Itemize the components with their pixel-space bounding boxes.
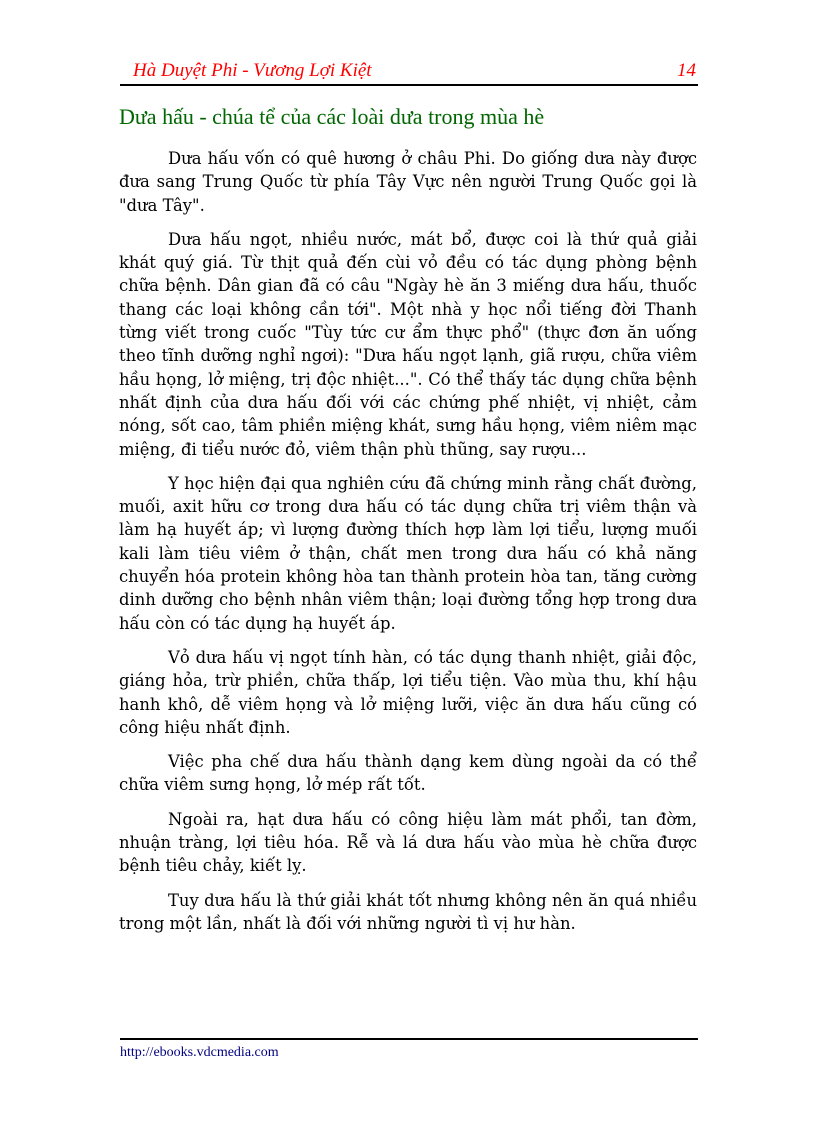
article-title: Dưa hấu - chúa tể của các loài dưa trong mùa hè <box>119 104 545 129</box>
footer-link[interactable]: http://ebooks.vdcmedia.com <box>120 1045 279 1060</box>
paragraph: Y học hiện đại qua nghiên cứu đã chứng minh rằng chất đường, muối, axit hữu cơ trong dưa hấu có tác dụng chữa trị viêm thận và làm hạ huyết áp; vì lượng đường thích hợp làm lợi tiểu, lượng muối kali làm tiêu viêm ở thận, chất men trong dưa hấu có khả năng chuyển hóa protein không hòa tan thành protein hòa tan, tăng cường dinh dưỡng cho bệnh nhân viêm thận; loại đường tổng hợp trong dưa hấu còn có tác dụng hạ huyết áp. <box>119 473 697 633</box>
paragraph: Dưa hấu vốn có quê hương ở châu Phi. Do giống dưa này được đưa sang Trung Quốc từ phía Tây Vực nên người Trung Quốc gọi là "dưa Tây". <box>119 149 697 215</box>
paragraph: Ngoài ra, hạt dưa hấu có công hiệu làm mát phổi, tan đờm, nhuận tràng, lợi tiêu hóa. Rễ và lá dưa hấu vào mùa hè chữa được bệnh tiêu chảy, kiết lỵ. <box>119 809 697 876</box>
paragraph: Tuy dưa hấu là thứ giải khát tốt nhưng không nên ăn quá nhiều trong một lần, nhất là đối với những người tì vị hư hàn. <box>119 890 697 933</box>
article-body <box>119 147 697 946</box>
paragraph: Vỏ dưa hấu vị ngọt tính hàn, có tác dụng thanh nhiệt, giải độc, giáng hỏa, trừ phiền, chữa thấp, lợi tiểu tiện. Vào mùa thu, khí hậu hanh khô, dễ viêm họng và lở miệng lưỡi, việc ăn dưa hấu cũng có công hiệu nhất định. <box>119 647 697 737</box>
footer-divider <box>120 1038 698 1040</box>
header-author: Hà Duyệt Phi - Vương Lợi Kiệt <box>133 60 372 81</box>
page-number: 14 <box>677 60 696 81</box>
page-header <box>120 58 698 86</box>
paragraph: Dưa hấu ngọt, nhiều nước, mát bổ, được coi là thứ quả giải khát quý giá. Từ thịt quả đến cùi vỏ đều có tác dụng phòng bệnh chữa bệnh. Dân gian đã có câu "Ngày hè ăn 3 miếng dưa hấu, thuốc thang các loại không cần tới". Một nhà y học nổi tiếng đời Thanh từng viết trong cuốc "Tùy tức cư ẩm thực phổ" (thực đơn ăn uống theo tĩnh dưỡng nghỉ ngơi): "Dưa hấu ngọt lạnh, giã rượu, chữa viêm hầu họng, lở miệng, trị độc nhiệt...". Có thể thấy tác dụng chữa bệnh nhất định của dưa hấu đối với các chứng phế nhiệt, vị nhiệt, cảm nóng, sốt cao, tâm phiền miệng khát, sưng hầu họng, viêm niêm mạc miệng, đi tiểu nước đỏ, viêm thận phù thũng, say rượu... <box>119 229 697 459</box>
paragraph: Việc pha chế dưa hấu thành dạng kem dùng ngoài da có thể chữa viêm sưng họng, lở mép rất tốt. <box>119 752 697 795</box>
